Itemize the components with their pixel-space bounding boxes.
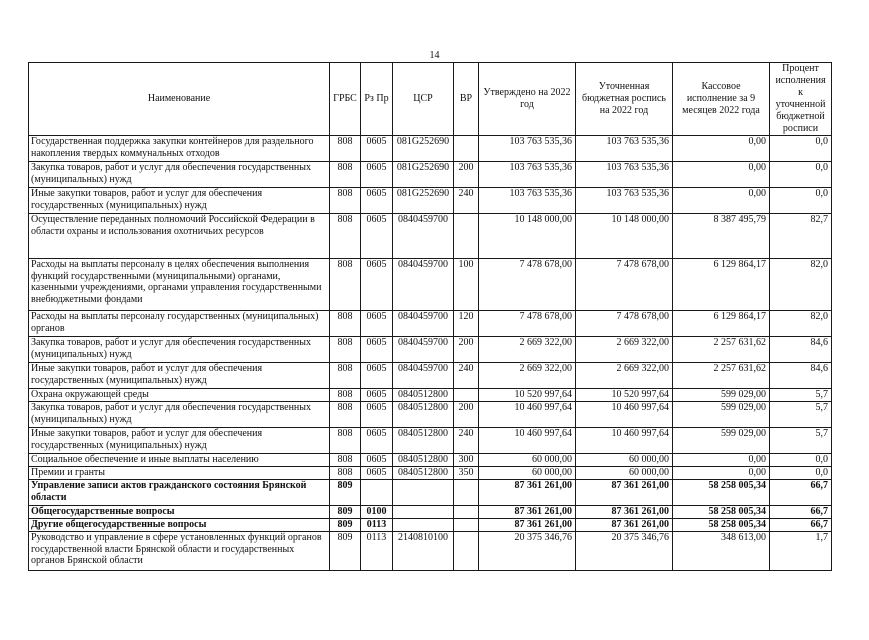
row-cash-cell: 58 258 005,34 [673, 480, 770, 506]
row-name-cell: Иные закупки товаров, работ и услуг для обеспечения государственных (муниципальных) нужд [29, 188, 330, 214]
row-vr-cell [454, 506, 479, 519]
row-rzpr-cell: 0605 [361, 454, 393, 467]
row-vr-cell: 200 [454, 162, 479, 188]
row-percent-cell: 66,7 [770, 519, 832, 532]
row-vr-cell [454, 136, 479, 162]
row-name-cell: Руководство и управление в сфере установленных функций органов государственной власти Брянской области и государственных органов Брянской области [29, 532, 330, 571]
row-csr-cell [393, 480, 454, 506]
row-approved-cell: 7 478 678,00 [479, 311, 576, 337]
table-row [29, 467, 832, 480]
table-row [29, 532, 832, 571]
row-rzpr-cell: 0605 [361, 214, 393, 259]
row-cash-cell: 599 029,00 [673, 428, 770, 454]
header-csr: ЦСР [393, 63, 454, 136]
row-rzpr-cell: 0605 [361, 428, 393, 454]
row-cash-cell: 58 258 005,34 [673, 519, 770, 532]
row-grbs-cell: 808 [330, 337, 361, 363]
row-csr-cell: 0840459700 [393, 337, 454, 363]
row-vr-cell: 240 [454, 363, 479, 389]
table-row [29, 402, 832, 428]
header-name: Наименование [29, 63, 330, 136]
row-cash-cell: 58 258 005,34 [673, 506, 770, 519]
row-refined-cell: 87 361 261,00 [576, 480, 673, 506]
table-row [29, 519, 832, 532]
table-row [29, 311, 832, 337]
row-rzpr-cell: 0605 [361, 363, 393, 389]
row-name-cell: Другие общегосударственные вопросы [29, 519, 330, 532]
row-percent-cell: 5,7 [770, 402, 832, 428]
row-csr-cell: 0840512800 [393, 428, 454, 454]
table-row [29, 428, 832, 454]
row-approved-cell: 87 361 261,00 [479, 506, 576, 519]
row-approved-cell: 103 763 535,36 [479, 162, 576, 188]
row-approved-cell: 87 361 261,00 [479, 480, 576, 506]
row-cash-cell: 0,00 [673, 162, 770, 188]
row-rzpr-cell: 0605 [361, 259, 393, 311]
row-name-cell: Расходы на выплаты персоналу государственных (муниципальных) органов [29, 311, 330, 337]
row-csr-cell: 0840459700 [393, 311, 454, 337]
page-number: 14 [429, 50, 440, 61]
row-cash-cell: 599 029,00 [673, 389, 770, 402]
row-name-cell: Общегосударственные вопросы [29, 506, 330, 519]
row-cash-cell: 0,00 [673, 454, 770, 467]
header-rzpr: Рз Пр [361, 63, 393, 136]
row-refined-cell: 60 000,00 [576, 467, 673, 480]
row-grbs-cell: 809 [330, 532, 361, 571]
row-csr-cell [393, 506, 454, 519]
row-rzpr-cell: 0605 [361, 337, 393, 363]
row-percent-cell: 84,6 [770, 363, 832, 389]
row-name-cell: Социальное обеспечение и иные выплаты населению [29, 454, 330, 467]
row-name-cell: Закупка товаров, работ и услуг для обеспечения государственных (муниципальных) нужд [29, 402, 330, 428]
row-approved-cell: 10 148 000,00 [479, 214, 576, 259]
row-refined-cell: 2 669 322,00 [576, 363, 673, 389]
row-vr-cell: 240 [454, 188, 479, 214]
row-percent-cell: 0,0 [770, 467, 832, 480]
row-vr-cell [454, 214, 479, 259]
row-refined-cell: 87 361 261,00 [576, 519, 673, 532]
row-name-cell: Иные закупки товаров, работ и услуг для обеспечения государственных (муниципальных) нужд [29, 363, 330, 389]
row-csr-cell: 0840512800 [393, 402, 454, 428]
table-row [29, 188, 832, 214]
row-name-cell: Расходы на выплаты персоналу в целях обеспечения выполнения функций государственными (муниципальными) органами, казенными учреждениями, органами управления государственными внебюджетными фондами [29, 259, 330, 311]
table-row [29, 454, 832, 467]
table-row [29, 136, 832, 162]
row-grbs-cell: 809 [330, 480, 361, 506]
row-rzpr-cell [361, 480, 393, 506]
row-cash-cell: 0,00 [673, 467, 770, 480]
table-row [29, 363, 832, 389]
row-name-cell: Закупка товаров, работ и услуг для обеспечения государственных (муниципальных) нужд [29, 337, 330, 363]
row-percent-cell: 66,7 [770, 506, 832, 519]
row-grbs-cell: 808 [330, 136, 361, 162]
row-name-cell: Закупка товаров, работ и услуг для обеспечения государственных (муниципальных) нужд [29, 162, 330, 188]
row-cash-cell: 0,00 [673, 136, 770, 162]
header-refined: Уточненная бюджетная роспись на 2022 год [576, 63, 673, 136]
row-grbs-cell: 808 [330, 428, 361, 454]
row-percent-cell: 66,7 [770, 480, 832, 506]
row-csr-cell: 081G252690 [393, 162, 454, 188]
row-approved-cell: 7 478 678,00 [479, 259, 576, 311]
row-percent-cell: 0,0 [770, 454, 832, 467]
row-cash-cell: 0,00 [673, 188, 770, 214]
row-rzpr-cell: 0605 [361, 162, 393, 188]
row-approved-cell: 2 669 322,00 [479, 337, 576, 363]
row-refined-cell: 103 763 535,36 [576, 162, 673, 188]
row-grbs-cell: 808 [330, 467, 361, 480]
row-approved-cell: 60 000,00 [479, 467, 576, 480]
header-percent: Процент исполнения к уточненной бюджетной росписи [770, 63, 832, 136]
header-cash: Кассовое исполнение за 9 месяцев 2022 года [673, 63, 770, 136]
row-cash-cell: 6 129 864,17 [673, 311, 770, 337]
row-percent-cell: 84,6 [770, 337, 832, 363]
row-grbs-cell: 808 [330, 402, 361, 428]
row-name-cell: Государственная поддержка закупки контейнеров для раздельного накопления твердых коммунальных отходов [29, 136, 330, 162]
row-rzpr-cell: 0605 [361, 467, 393, 480]
row-refined-cell: 103 763 535,36 [576, 136, 673, 162]
table-header-row [29, 63, 832, 136]
table-row [29, 259, 832, 311]
row-vr-cell: 350 [454, 467, 479, 480]
row-approved-cell: 10 460 997,64 [479, 402, 576, 428]
table-row [29, 389, 832, 402]
row-cash-cell: 348 613,00 [673, 532, 770, 571]
row-vr-cell [454, 519, 479, 532]
row-vr-cell: 100 [454, 259, 479, 311]
row-grbs-cell: 808 [330, 363, 361, 389]
row-percent-cell: 82,7 [770, 214, 832, 259]
row-cash-cell: 8 387 495,79 [673, 214, 770, 259]
row-csr-cell: 0840459700 [393, 259, 454, 311]
row-percent-cell: 5,7 [770, 389, 832, 402]
row-rzpr-cell: 0113 [361, 532, 393, 571]
table-row [29, 337, 832, 363]
row-refined-cell: 10 460 997,64 [576, 402, 673, 428]
row-refined-cell: 7 478 678,00 [576, 311, 673, 337]
row-refined-cell: 60 000,00 [576, 454, 673, 467]
row-csr-cell: 081G252690 [393, 188, 454, 214]
row-name-cell: Иные закупки товаров, работ и услуг для обеспечения государственных (муниципальных) нужд [29, 428, 330, 454]
row-grbs-cell: 808 [330, 389, 361, 402]
row-grbs-cell: 809 [330, 506, 361, 519]
table-row [29, 480, 832, 506]
row-rzpr-cell: 0605 [361, 188, 393, 214]
table-row [29, 162, 832, 188]
row-refined-cell: 7 478 678,00 [576, 259, 673, 311]
row-refined-cell: 10 460 997,64 [576, 428, 673, 454]
row-cash-cell: 6 129 864,17 [673, 259, 770, 311]
row-percent-cell: 1,7 [770, 532, 832, 571]
row-approved-cell: 10 460 997,64 [479, 428, 576, 454]
row-vr-cell: 240 [454, 428, 479, 454]
row-csr-cell: 0840459700 [393, 363, 454, 389]
row-csr-cell [393, 519, 454, 532]
row-rzpr-cell: 0605 [361, 389, 393, 402]
row-vr-cell [454, 480, 479, 506]
budget-execution-table [28, 62, 832, 571]
row-cash-cell: 2 257 631,62 [673, 363, 770, 389]
table-row [29, 506, 832, 519]
table-row [29, 214, 832, 259]
row-name-cell: Охрана окружающей среды [29, 389, 330, 402]
row-percent-cell: 5,7 [770, 428, 832, 454]
row-vr-cell [454, 389, 479, 402]
row-vr-cell [454, 532, 479, 571]
row-refined-cell: 103 763 535,36 [576, 188, 673, 214]
row-name-cell: Управление записи актов гражданского состояния Брянской области [29, 480, 330, 506]
row-refined-cell: 2 669 322,00 [576, 337, 673, 363]
header-grbs: ГРБС [330, 63, 361, 136]
row-grbs-cell: 808 [330, 311, 361, 337]
row-approved-cell: 10 520 997,64 [479, 389, 576, 402]
header-vr: ВР [454, 63, 479, 136]
row-grbs-cell: 808 [330, 162, 361, 188]
row-approved-cell: 2 669 322,00 [479, 363, 576, 389]
row-approved-cell: 20 375 346,76 [479, 532, 576, 571]
row-vr-cell: 200 [454, 337, 479, 363]
row-cash-cell: 599 029,00 [673, 402, 770, 428]
row-percent-cell: 0,0 [770, 162, 832, 188]
row-rzpr-cell: 0605 [361, 402, 393, 428]
row-approved-cell: 87 361 261,00 [479, 519, 576, 532]
row-rzpr-cell: 0113 [361, 519, 393, 532]
row-percent-cell: 0,0 [770, 188, 832, 214]
row-csr-cell: 0840459700 [393, 214, 454, 259]
row-refined-cell: 10 148 000,00 [576, 214, 673, 259]
row-percent-cell: 82,0 [770, 311, 832, 337]
row-rzpr-cell: 0605 [361, 136, 393, 162]
row-approved-cell: 60 000,00 [479, 454, 576, 467]
row-grbs-cell: 808 [330, 259, 361, 311]
row-grbs-cell: 808 [330, 454, 361, 467]
row-approved-cell: 103 763 535,36 [479, 188, 576, 214]
header-approved: Утверждено на 2022 год [479, 63, 576, 136]
row-cash-cell: 2 257 631,62 [673, 337, 770, 363]
row-name-cell: Премии и гранты [29, 467, 330, 480]
row-refined-cell: 20 375 346,76 [576, 532, 673, 571]
row-name-cell: Осуществление переданных полномочий Российской Федерации в области охраны и использования охотничьих ресурсов [29, 214, 330, 259]
row-percent-cell: 82,0 [770, 259, 832, 311]
row-csr-cell: 0840512800 [393, 389, 454, 402]
row-refined-cell: 87 361 261,00 [576, 506, 673, 519]
row-csr-cell: 2140810100 [393, 532, 454, 571]
row-approved-cell: 103 763 535,36 [479, 136, 576, 162]
row-csr-cell: 081G252690 [393, 136, 454, 162]
row-refined-cell: 10 520 997,64 [576, 389, 673, 402]
row-csr-cell: 0840512800 [393, 454, 454, 467]
row-grbs-cell: 808 [330, 188, 361, 214]
row-rzpr-cell: 0100 [361, 506, 393, 519]
row-csr-cell: 0840512800 [393, 467, 454, 480]
row-grbs-cell: 809 [330, 519, 361, 532]
row-grbs-cell: 808 [330, 214, 361, 259]
row-percent-cell: 0,0 [770, 136, 832, 162]
row-vr-cell: 200 [454, 402, 479, 428]
row-rzpr-cell: 0605 [361, 311, 393, 337]
row-vr-cell: 120 [454, 311, 479, 337]
row-vr-cell: 300 [454, 454, 479, 467]
